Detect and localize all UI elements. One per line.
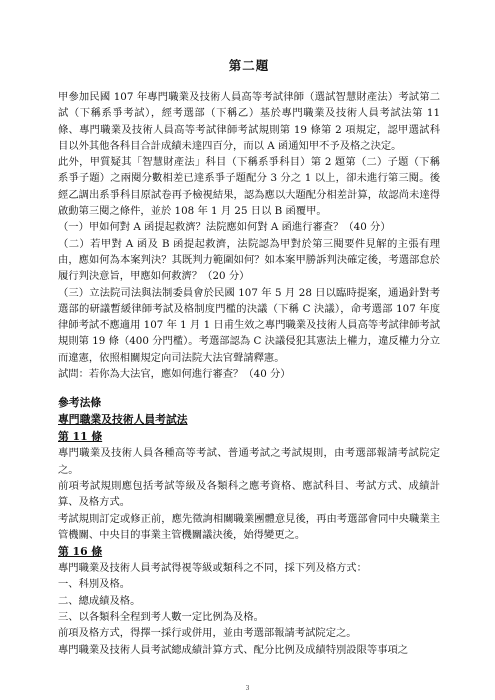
article-paragraph: 專門職業及技術人員考試總成績計算方式、配分比例及成績特別設限等事項之 <box>58 643 409 656</box>
article-label: 第 16 條 <box>58 545 103 559</box>
question-paragraph: 此外，甲質疑其「智慧財產法」科目（下稱系爭科目）第 2 題第（二）子題（下稱系爭子題）之兩閱分數相差已達系爭子題配分 3 分之 1 以上，卻未進行第三閱。後經乙調出系爭科目原試卷再予檢視結果，認為應以大題配分相差計算，故認尚未達得啟動第三閱之條件，並於 108 年 1 月 25 日以 B 函覆甲。 <box>58 156 440 218</box>
question-prompt: 試問：若你為大法官，應如何進行審查？（40 分） <box>58 368 291 381</box>
page-number: 3 <box>245 684 250 692</box>
question-title: 第二題 <box>228 58 270 73</box>
article-paragraph: 前項及格方式，得擇一採行或併用，並由考選部報請考試院定之。 <box>58 627 357 640</box>
page-content <box>58 56 440 658</box>
reference-heading: 參考法條 <box>58 396 102 410</box>
law-title: 專門職業及技術人員考試法 <box>58 413 188 427</box>
article-list-item: 三、以各類科全程到考人數一定比例為及格。 <box>58 611 264 624</box>
article-list-item: 一、科別及格。 <box>58 578 131 591</box>
article-label: 第 11 條 <box>58 430 103 444</box>
article-list-item: 二、總成績及格。 <box>58 594 141 607</box>
question-paragraph: 甲參加民國 107 年專門職業及技術人員高等考試律師（選試智慧財產法）考試第二試（下稱系爭考試），經考選部（下稱乙）基於專門職業及技術人員考試法第 11 條、專門職業及技術人員高等考試律師考試規則第 19 條第 2 項規定，認甲選試科目以外其他各科目合計成績未達四百分，而以 A 函通知甲不予及格之決定。 <box>58 91 440 152</box>
article-paragraph: 前項考試規則應包括考試等級及各類科之應考資格、應試科目、考試方式、成績計算、及格方式。 <box>58 479 440 509</box>
sub-question-2: （二）若甲對 A 函及 B 函提起救濟，法院認為甲對於第三閱要件見解的主張有理由，應如何為本案判決？其既判力範圍如何？如本案甲勝訴判決確定後，考選部怠於履行判決意旨，甲應如何救濟？（20 分） <box>58 237 440 283</box>
sub-question-1: （一）甲如何對 A 函提起救濟？法院應如何對 A 函進行審查？（40 分） <box>58 221 391 234</box>
article-paragraph: 專門職業及技術人員各種高等考試、普通考試之考試規則，由考選部報請考試院定之。 <box>58 447 440 476</box>
sub-question-3: （三）立法院司法與法制委員會於民國 107 年 5 月 28 日以臨時提案，通過針對考選部的研議暫緩律師考試及格制度門檻的決議（下稱 C 決議），命考選部 107 年度律師考試不應適用 107 年 1 月 1 日甫生效之專門職業及技術人員高等考試律師考試規則第 19 條（400 分門檻）。考選部認為 C 決議侵犯其憲法上權力，違反權力分立而違憲，依照相關規定向司法院大法官聲請釋憲。 <box>58 286 440 364</box>
article-paragraph: 專門職業及技術人員考試得視等級或類科之不同，採下列及格方式： <box>58 562 367 575</box>
article-paragraph: 考試規則訂定或修正前，應先徵詢相關職業團體意見後，再由考選部會同中央職業主管機關、中央目的事業主管機關議決後，始得變更之。 <box>58 512 440 541</box>
